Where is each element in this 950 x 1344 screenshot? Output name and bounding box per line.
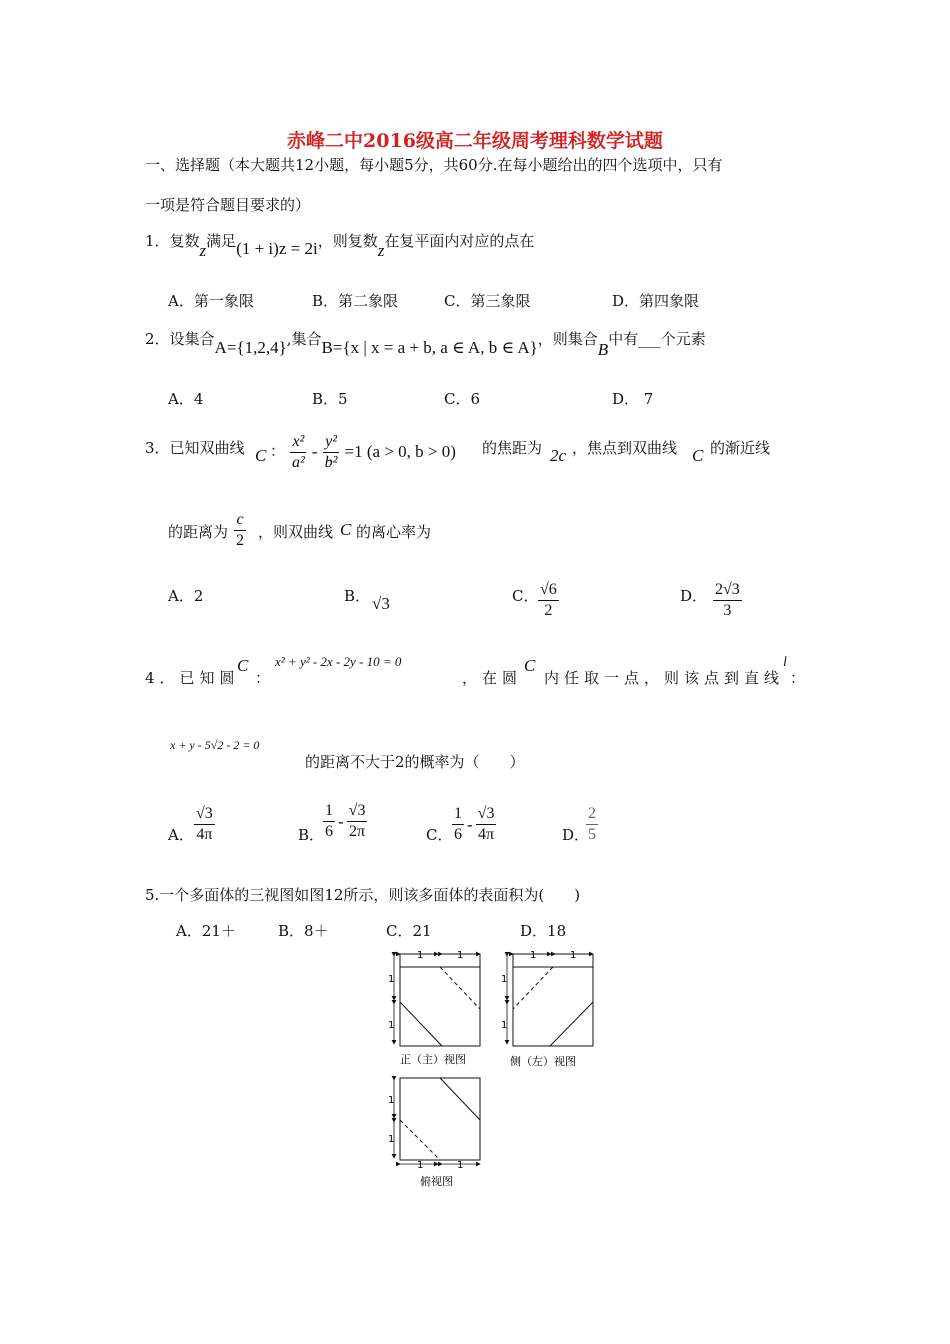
side-view-label: 侧（左）视图 — [510, 1055, 576, 1068]
q2-stem — [145, 328, 706, 359]
q3-b2: b² — [324, 454, 338, 471]
side-view-edge — [550, 1002, 593, 1046]
front-dim-3: 1 — [388, 974, 395, 985]
q3-option-a: A．2 — [168, 587, 204, 605]
top-dim-1: 1 — [417, 1160, 424, 1171]
q3-d-num: 2√3 — [713, 580, 742, 601]
q3-var-c3: C — [340, 520, 352, 539]
q3-two: 2 — [236, 532, 244, 549]
top-view-edge — [440, 1078, 480, 1120]
q4-b-n1: 1 — [323, 801, 335, 822]
q4-mid2: 内任取一点，则该点到直线 — [544, 669, 785, 687]
side-view — [501, 950, 593, 1068]
q3-asym: 的渐近线 — [710, 439, 771, 457]
q2-option-c: C．6 — [444, 390, 481, 408]
page-title: 赤峰二中2016级高二年级周考理科数学试题 — [287, 130, 663, 152]
front-view-edge — [400, 1002, 442, 1046]
q4-c-d1: 6 — [454, 826, 462, 843]
q3-frac-c2 — [234, 510, 246, 551]
q4-c-d2: 4π — [478, 826, 495, 843]
q3-2c: 2c — [550, 446, 567, 465]
q3-minus: - — [311, 442, 318, 461]
q1-option-d: D．第四象限 — [612, 292, 700, 310]
q3-c-num: √6 — [538, 580, 559, 601]
front-dim-2: 1 — [457, 950, 464, 961]
q4-var-l: l — [783, 655, 787, 670]
q2-rest: ，则集合 — [537, 330, 598, 348]
q4-colon: ： — [255, 669, 271, 687]
front-view-label: 正（主）视图 — [400, 1053, 466, 1066]
q4-mid: ，在圆 — [462, 669, 523, 687]
q4-colon2: ： — [790, 669, 806, 687]
q3-option-b-label: B． — [344, 587, 371, 605]
q4-option-d-label: D． — [562, 826, 590, 844]
q5-option-c: C．21 — [386, 922, 432, 940]
q2-option-a: A．4 — [168, 390, 204, 408]
q3-x2: x² — [290, 432, 306, 453]
q3-a2: a² — [292, 454, 305, 471]
q2-mid: ,集合 — [286, 330, 322, 348]
q4-option-a-label: A． — [168, 826, 194, 844]
q3-c: c — [234, 510, 245, 531]
q2-option-b: B．5 — [312, 390, 348, 408]
q4-option-d-frac — [586, 804, 598, 845]
q1-option-b: B．第二象限 — [312, 292, 399, 310]
q3-focal: 的焦距为 — [482, 439, 543, 457]
q1-var-z2: z — [377, 241, 385, 260]
top-view-frame — [400, 1078, 480, 1160]
q5-option-d: D．18 — [520, 922, 567, 940]
q2-set-a: A={1,2,4} — [214, 338, 287, 357]
q3-option-b-value: √3 — [372, 594, 390, 613]
q5-stem: 5.一个多面体的三视图如图12所示，则该多面体的表面积为( ) — [145, 886, 581, 904]
q4-b-minus: - — [338, 811, 344, 831]
q4-var-c: C — [237, 656, 249, 675]
q2-var-b: B — [597, 340, 609, 359]
q4-line-equation: x + y - 5√2 - 2 = 0 — [170, 738, 260, 752]
top-view-hidden-edge — [400, 1120, 440, 1160]
q4-b-n2: √3 — [347, 801, 368, 822]
q4-d-num: 2 — [586, 804, 598, 825]
q1-option-c: C．第三象限 — [444, 292, 531, 310]
three-view-figure — [380, 944, 610, 1194]
q5-option-a: A．21＋ — [176, 922, 236, 940]
side-dim-1: 1 — [530, 950, 537, 961]
q3-d-den: 3 — [723, 602, 732, 619]
q4-d-den: 5 — [588, 826, 596, 843]
q4-var-c2: C — [524, 656, 536, 675]
q4-option-a-frac — [194, 804, 215, 845]
q4-circle-equation: x² + y² - 2x - 2y - 10 = 0 — [275, 654, 402, 669]
q1-mid: 满足 — [206, 232, 237, 250]
q3-var-c2: C — [692, 446, 704, 465]
section-heading-line1: 一、选择题（本大题共12小题，每小题5分，共60分.在每小题给出的四个选项中，只有 — [145, 156, 723, 174]
q3-equation — [290, 432, 456, 473]
q4-tail: 的距离不大于2的概率为（ ） — [305, 753, 525, 771]
side-view-frame — [513, 954, 593, 1046]
q1-var-z: z — [199, 241, 207, 260]
q4-a-den: 4π — [196, 826, 213, 843]
q4-option-c-label: C． — [426, 826, 453, 844]
q2-option-d: D． 7 — [612, 390, 654, 408]
q3-c-den: 2 — [544, 602, 553, 619]
q3-option-c-label: C． — [512, 587, 539, 605]
q1-rest: ，则复数 — [317, 232, 378, 250]
q2-prefix: 2．设集合 — [145, 330, 215, 348]
front-view-frame — [400, 954, 480, 1046]
q5-option-b: B．8＋ — [278, 922, 329, 940]
q3-frac-x — [290, 432, 307, 473]
side-dim-4: 1 — [501, 1020, 508, 1031]
q2-tail: 中有___个元素 — [608, 330, 706, 348]
front-dim-1: 1 — [417, 950, 424, 961]
q4-prefix: 4．已知圆 — [145, 669, 240, 687]
q3-frac-y — [323, 432, 340, 473]
top-dim-2: 1 — [457, 1160, 464, 1171]
q3-prefix: 3．已知双曲线 — [145, 439, 245, 457]
q4-b-d2: 2π — [349, 823, 366, 840]
q4-option-c-expr — [452, 804, 496, 845]
q3-line2-prefix: 的距离为 — [168, 523, 229, 541]
q1-equation: (1 + i)z = 2i — [236, 239, 318, 258]
q3-line2-tail: 的离心率为 — [356, 523, 432, 541]
q1-tail: 在复平面内对应的点在 — [384, 232, 535, 250]
q3-option-d-label: D． — [680, 587, 708, 605]
q1-prefix: 1．复数 — [145, 232, 200, 250]
section-heading-line2: 一项是符合题目要求的） — [145, 196, 311, 214]
q1-stem — [145, 230, 535, 260]
front-view-hidden-edge — [440, 967, 480, 1009]
q3-option-d-frac — [713, 580, 742, 621]
top-dim-4: 1 — [388, 1134, 395, 1145]
q4-option-b-label: B． — [298, 826, 325, 844]
q1-option-a: A．第一象限 — [168, 292, 254, 310]
q4-c-n1: 1 — [452, 804, 464, 825]
top-dim-3: 1 — [388, 1095, 395, 1106]
q4-option-b-expr — [323, 801, 367, 842]
q3-line2-mid: ，则双曲线 — [258, 523, 334, 541]
side-view-hidden-edge — [513, 967, 553, 1009]
front-dim-4: 1 — [388, 1020, 395, 1031]
q4-c-n2: √3 — [476, 804, 497, 825]
front-view — [388, 950, 480, 1066]
q3-y2: y² — [323, 432, 339, 453]
q3-var-c: C — [255, 446, 267, 465]
q4-a-num: √3 — [194, 804, 215, 825]
side-dim-2: 1 — [570, 950, 577, 961]
q3-eq-rest: =1 (a > 0, b > 0) — [344, 442, 456, 461]
q3-after: ，焦点到双曲线 — [572, 439, 678, 457]
q3-colon: ： — [270, 442, 286, 460]
side-dim-3: 1 — [501, 974, 508, 985]
top-view-label: 俯视图 — [420, 1175, 453, 1188]
q4-b-d1: 6 — [325, 823, 333, 840]
q3-option-c-frac — [538, 580, 559, 621]
q4-c-minus: - — [467, 814, 473, 834]
top-view — [388, 1078, 480, 1188]
q2-set-b: B={x | x = a + b, a ∈ A, b ∈ A} — [321, 338, 538, 357]
